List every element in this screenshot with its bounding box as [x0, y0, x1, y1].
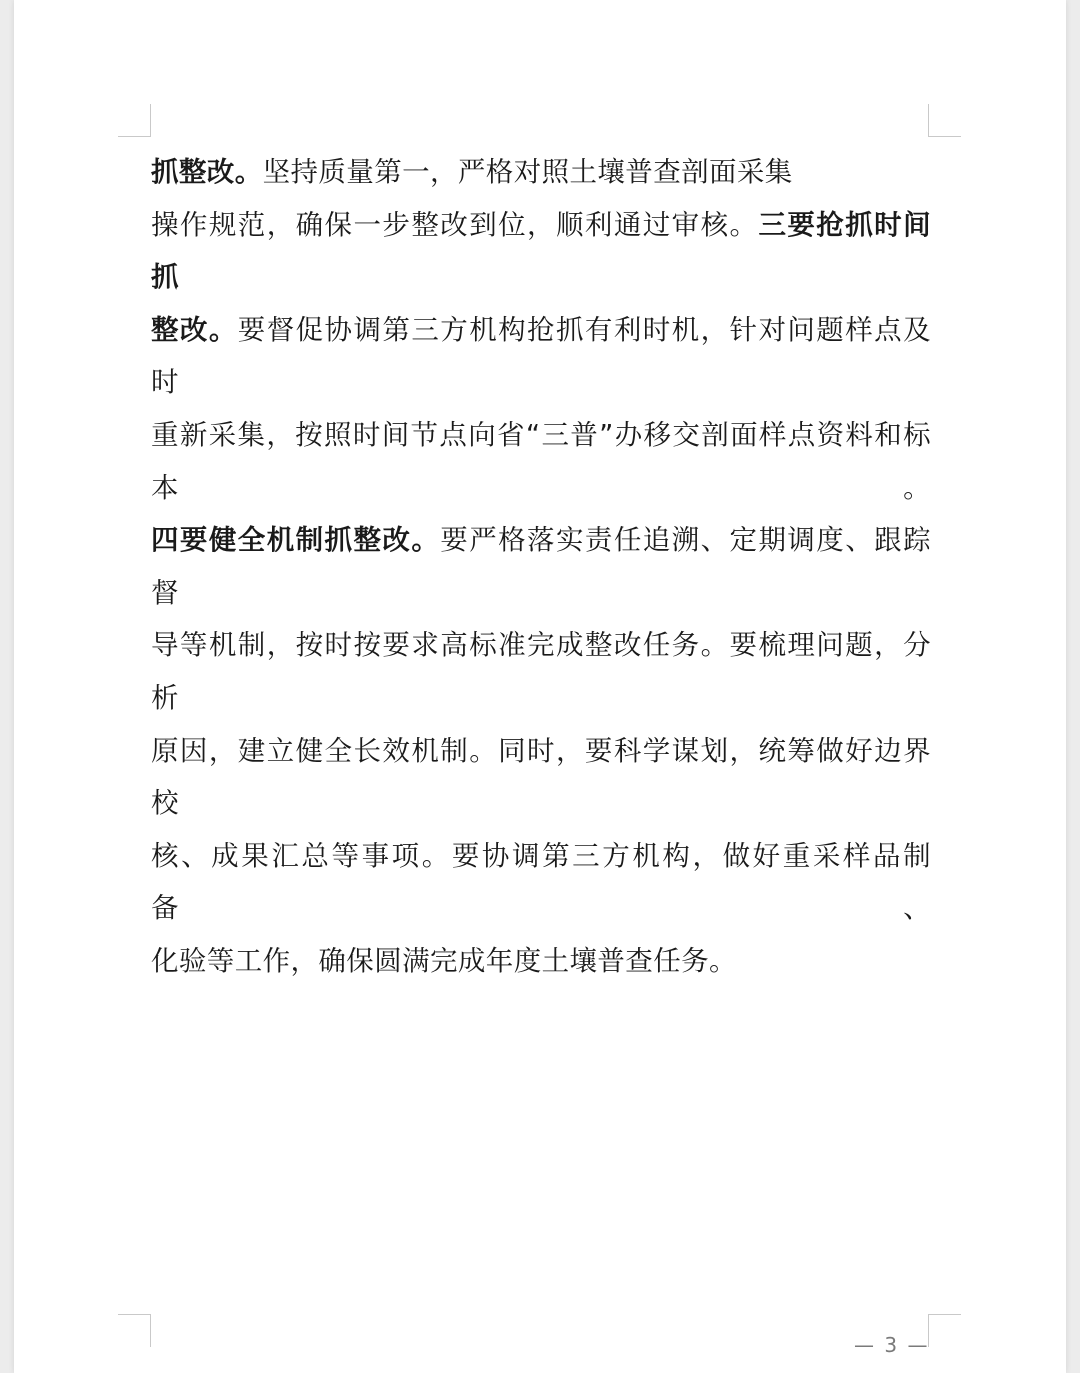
- bold-heading-run: 整改。: [151, 313, 238, 346]
- text-run: 化验等工作，确保圆满完成年度土壤普查任务。: [151, 944, 737, 977]
- text-run: 操作规范，确保一步整改到位，顺利通过审核。: [151, 208, 759, 241]
- document-page: [14, 0, 1066, 1373]
- text-line: [151, 514, 931, 619]
- crop-mark-bottom-right: [928, 1314, 961, 1347]
- text-line: [151, 619, 931, 724]
- text-run: 原因，建立健全长效机制。同时，要科学谋划，统筹做好边界校: [151, 734, 931, 820]
- text-line: [151, 199, 931, 304]
- text-run: 要督促协调第三方机构抢抓有利时机，针对问题样点及时: [151, 313, 931, 399]
- bold-heading-run: 三要抢抓时间抓: [151, 208, 931, 294]
- bold-heading-run: 四要健全机制抓整改。: [151, 524, 441, 557]
- text-run: 要严格落实责任追溯、定期调度、跟踪督: [151, 524, 931, 609]
- page-number: — 3 —: [854, 1333, 930, 1357]
- body-paragraph: [151, 146, 931, 988]
- crop-mark-bottom-left: [118, 1314, 151, 1347]
- text-line: [151, 146, 931, 199]
- text-line: [151, 725, 931, 830]
- bold-heading-run: 抓整改。: [151, 156, 263, 188]
- text-line: [151, 935, 931, 988]
- text-run: 导等机制，按时按要求高标准完成整改任务。要梳理问题，分析: [151, 629, 931, 714]
- crop-mark-top-left: [118, 104, 151, 137]
- text-line: [151, 409, 931, 514]
- text-run: 坚持质量第一，严格对照土壤普查剖面采集: [262, 156, 793, 188]
- text-line: [151, 830, 931, 935]
- text-run: 重新采集，按照时间节点向省“三普”办移交剖面样点资料和标本。: [151, 418, 931, 504]
- text-run: 核、成果汇总等事项。要协调第三方机构，做好重采样品制备、: [151, 839, 931, 925]
- text-line: [151, 304, 931, 409]
- crop-mark-top-right: [928, 104, 961, 137]
